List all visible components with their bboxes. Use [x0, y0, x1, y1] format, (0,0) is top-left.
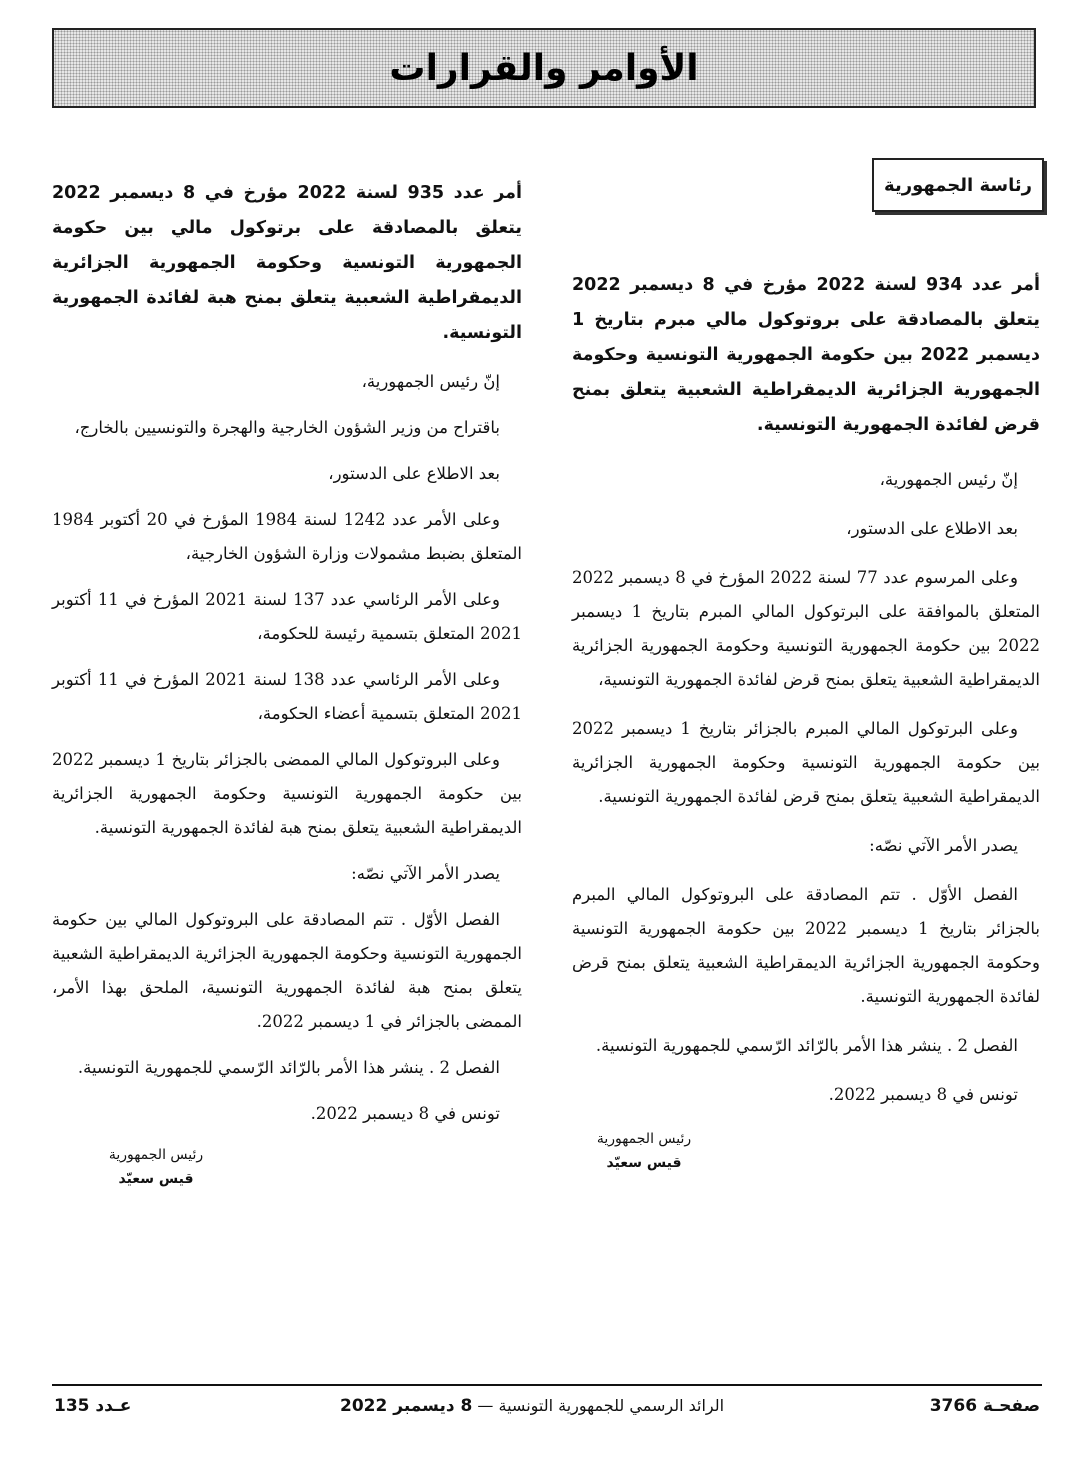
decree-935-paragraph: باقتراح من وزير الشؤون الخارجية والهجرة والتونسيين بالخارج،	[74, 418, 500, 437]
decree-934-column	[572, 268, 1040, 1175]
decree-934-paragraph: إنّ رئيس الجمهورية،	[879, 470, 1018, 489]
decree-934-paragraph: وعلى المرسوم عدد 77 لسنة 2022 المؤرخ في 8 ديسمبر 2022 المتعلق بالموافقة على البرتوكول المالي المبرم بتاريخ 1 ديسمبر 2022 بين حكومة الجمهورية التونسية وحكومة الجمهورية الجزائرية الديمقراطية الشعبية يتعلق بمنح قرض لفائدة الجمهورية التونسية،	[572, 568, 1040, 689]
decree-935-paragraph: يصدر الأمر الآتي نصّه:	[351, 864, 500, 883]
decree-934-paragraph: بعد الاطلاع على الدستور،	[846, 519, 1018, 538]
decree-935-date: تونس في 8 ديسمبر 2022.	[310, 1104, 500, 1123]
decree-935-signature	[56, 1143, 256, 1191]
section-label-box: رئاسة الجمهورية	[872, 158, 1044, 212]
footer-gazette-line	[340, 1396, 724, 1416]
decree-935-paragraph: وعلى الأمر عدد 1242 لسنة 1984 المؤرخ في 20 أكتوبر 1984 المتعلق بضبط مشمولات وزارة الشؤون الخارجية،	[52, 510, 522, 563]
decree-935-article-1: الفصل الأوّل . تتم المصادقة على البروتوكول المالي بين حكومة الجمهورية التونسية وحكومة الجمهورية الجزائرية الديمقراطية الشعبية يتعلق بمنح هبة لفائدة الجمهورية التونسية، الملحق بهذا الأمر، الممضى بالجزائر في 1 ديسمبر 2022.	[52, 910, 522, 1031]
decree-935-paragraph: وعلى البروتوكول المالي الممضى بالجزائر بتاريخ 1 ديسمبر 2022 بين حكومة الجمهورية التونسية وحكومة الجمهورية الجزائرية الديمقراطية الشعبية يتعلق بمنح هبة لفائدة الجمهورية التونسية.	[52, 750, 522, 837]
signature-title: رئيس الجمهورية	[108, 1147, 204, 1163]
decree-935-paragraph: إنّ رئيس الجمهورية،	[361, 372, 500, 391]
decree-934-paragraph: وعلى البرتوكول المالي المبرم بالجزائر بتاريخ 1 ديسمبر 2022 بين حكومة الجمهورية التونسية وحكومة الجمهورية الجزائرية الديمقراطية الشعبية يتعلق بمنح قرض لفائدة الجمهورية التونسية.	[572, 719, 1040, 806]
footer-divider	[52, 1384, 1042, 1386]
decree-934-article-2: الفصل 2 . ينشر هذا الأمر بالرّائد الرّسمي للجمهورية التونسية.	[595, 1036, 1018, 1055]
decree-934-signature	[544, 1127, 744, 1175]
section-header-banner	[52, 28, 1036, 108]
page-title: الأوامر والقرارات	[389, 47, 699, 89]
signature-name: قيس سعيّد	[606, 1155, 682, 1171]
decree-934-date: تونس في 8 ديسمبر 2022.	[828, 1085, 1018, 1104]
footer-date: 8 ديسمبر 2022	[340, 1396, 473, 1416]
footer-gazette-name: الرائد الرسمي للجمهورية التونسية —	[477, 1396, 725, 1415]
footer-issue-number: عـدد 135	[54, 1396, 132, 1416]
footer-page-number: صفحـة 3766	[929, 1396, 1040, 1416]
decree-935-paragraph: بعد الاطلاع على الدستور،	[328, 464, 500, 483]
decree-935-title: أمر عدد 935 لسنة 2022 مؤرخ في 8 ديسمبر 2022 يتعلق بالمصادقة على برتوكول مالي بين حكومة الجمهورية التونسية وحكومة الجمهورية الجزائرية الديمقراطية الشعبية يتعلق بمنح هبة لفائدة الجمهورية التونسية.	[52, 183, 522, 343]
decree-934-paragraph: يصدر الأمر الآتي نصّه:	[869, 836, 1018, 855]
signature-name: قيس سعيّد	[118, 1171, 194, 1187]
decree-935-article-2: الفصل 2 . ينشر هذا الأمر بالرّائد الرّسمي للجمهورية التونسية.	[77, 1058, 500, 1077]
signature-title: رئيس الجمهورية	[596, 1131, 692, 1147]
decree-934-title: أمر عدد 934 لسنة 2022 مؤرخ في 8 ديسمبر 2022 يتعلق بالمصادقة على بروتوكول مالي مبرم بتاريخ 1 ديسمبر 2022 بين حكومة الجمهورية التونسية وحكومة الجمهورية الجزائرية الديمقراطية الشعبية يتعلق بمنح قرض لفائدة الجمهورية التونسية.	[572, 275, 1041, 435]
decree-935-paragraph: وعلى الأمر الرئاسي عدد 137 لسنة 2021 المؤرخ في 11 أكتوبر 2021 المتعلق بتسمية رئيسة للحكومة،	[52, 590, 522, 643]
decree-935-column	[52, 176, 522, 1191]
decree-934-article-1: الفصل الأوّل . تتم المصادقة على البروتوكول المالي المبرم بالجزائر بتاريخ 1 ديسمبر 2022 بين حكومة الجمهورية التونسية وحكومة الجمهورية الجزائرية الديمقراطية الشعبية يتعلق بمنح قرض لفائدة الجمهورية التونسية.	[572, 885, 1040, 1006]
decree-935-paragraph: وعلى الأمر الرئاسي عدد 138 لسنة 2021 المؤرخ في 11 أكتوبر 2021 المتعلق بتسمية أعضاء الحكومة،	[52, 670, 522, 723]
